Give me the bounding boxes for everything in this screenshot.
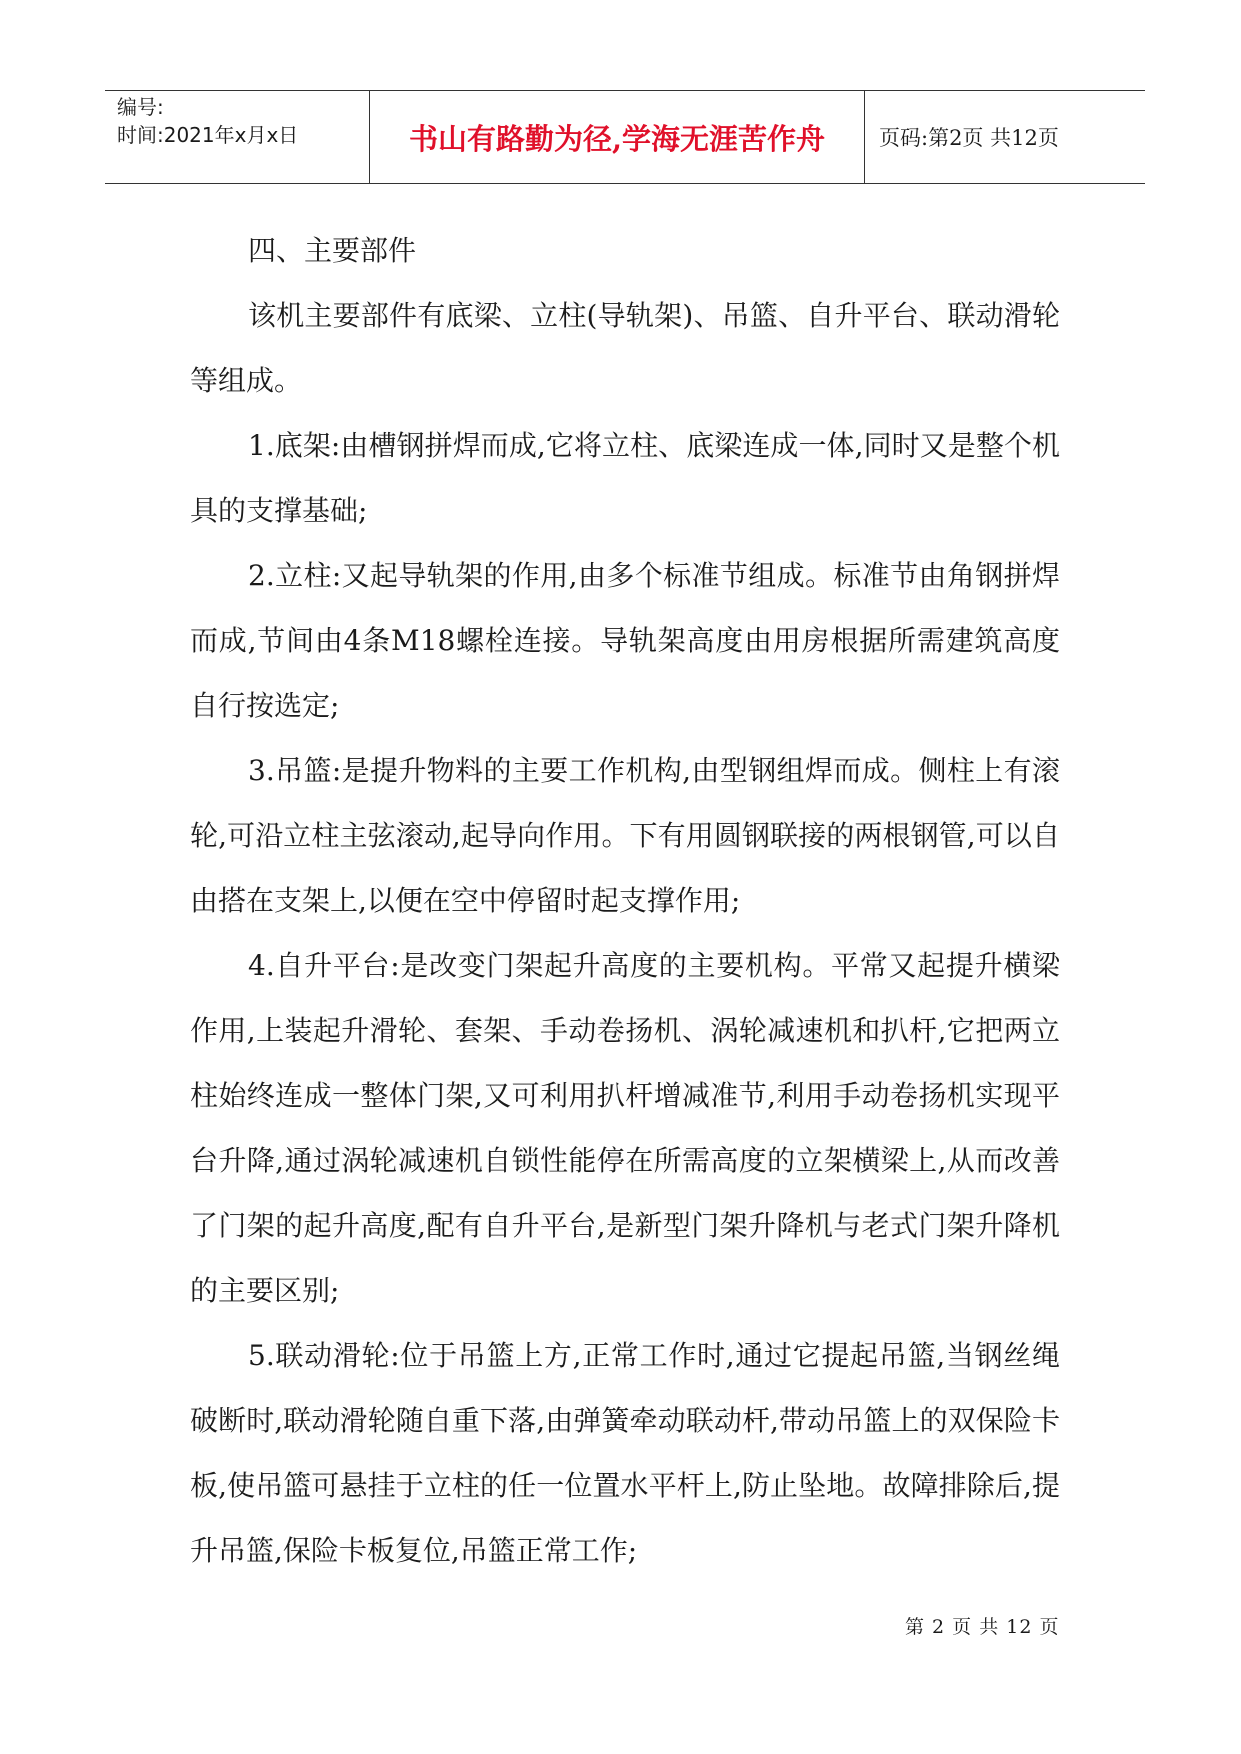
paragraph-linkage-pulley: 5.联动滑轮:位于吊篮上方,正常工作时,通过它提起吊篮,当钢丝绳破断时,联动滑轮随自重下落,由弹簧牵动联动杆,带动吊篮上的双保险卡板,使吊篮可悬挂于立柱的任一位置水平杆上,防止坠地。故障排除后,提升吊篮,保险卡板复位,吊篮正常工作; xyxy=(190,1339,1060,1567)
paragraph-cage: 3.吊篮:是提升物料的主要工作机构,由型钢组焊而成。侧柱上有滚轮,可沿立柱主弦滚动,起导向作用。下有用圆钢联接的两根钢管,可以自由搭在支架上,以便在空中停留时起支撑作用; xyxy=(190,754,1060,917)
paragraph-base-frame: 1.底架:由槽钢拼焊而成,它将立柱、底梁连成一体,同时又是整个机具的支撑基础; xyxy=(190,429,1060,527)
page-header xyxy=(105,90,1145,184)
page-footer: 第 2 页 共 12 页 xyxy=(905,1616,1060,1638)
paragraph-column: 2.立柱:又起导轨架的作用,由多个标准节组成。标准节由角钢拼焊而成,节间由4条M18螺栓连接。导轨架高度由用房根据所需建筑高度自行按选定; xyxy=(190,559,1060,722)
document-body xyxy=(190,218,1060,1583)
section-title: 四、主要部件 xyxy=(248,234,417,267)
document-number-label: 编号: xyxy=(117,95,164,119)
header-page-info: 页码:第2页 共12页 xyxy=(879,126,1059,150)
document-time-label: 时间:2021年x月x日 xyxy=(117,123,299,147)
paragraph-intro: 该机主要部件有底梁、立柱(导轨架)、吊篮、自升平台、联动滑轮等组成。 xyxy=(190,299,1060,397)
paragraph-self-lifting-platform: 4.自升平台:是改变门架起升高度的主要机构。平常又起提升横梁作用,上装起升滑轮、套架、手动卷扬机、涡轮减速机和扒杆,它把两立柱始终连成一整体门架,又可利用扒杆增减准节,利用手动卷扬机实现平台升降,通过涡轮减速机自锁性能停在所需高度的立架横梁上,从而改善了门架的起升高度,配有自升平台,是新型门架升降机与老式门架升降机的主要区别; xyxy=(190,949,1060,1307)
header-motto: 书山有路勤为径,学海无涯苦作舟 xyxy=(370,91,865,183)
header-meta xyxy=(105,91,370,183)
